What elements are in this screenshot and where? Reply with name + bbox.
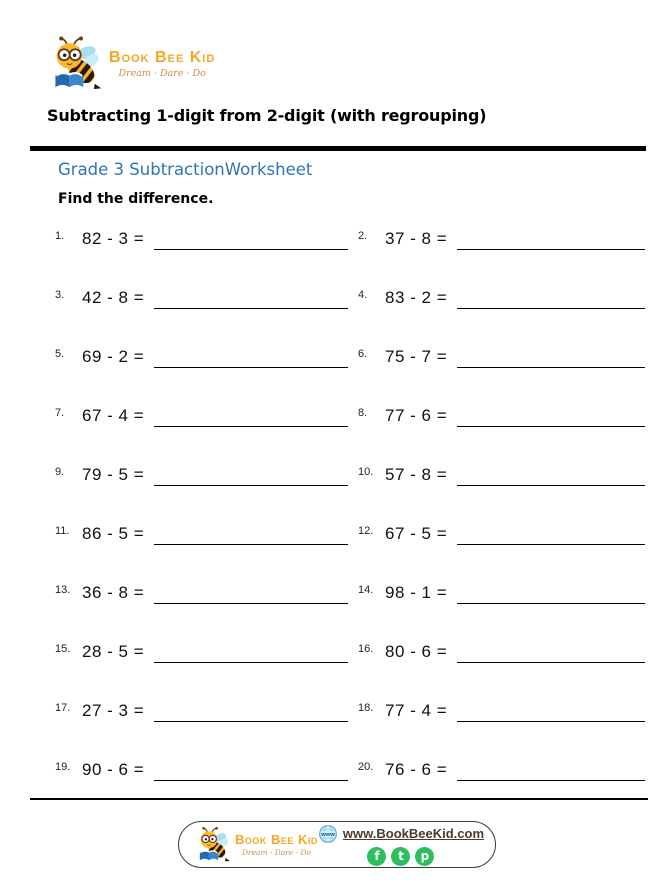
problem-expression: 42 - 8 =: [82, 288, 145, 307]
footer-divider: [30, 798, 648, 800]
globe-icon: [318, 824, 338, 844]
title-divider: [30, 146, 646, 151]
problem-expression: 79 - 5 =: [82, 465, 145, 484]
problem-expression: 67 - 5 =: [385, 524, 448, 543]
answer-line: [154, 347, 348, 368]
problem-row: [55, 465, 348, 524]
brand-tagline: Dream · Dare · Do: [118, 68, 206, 79]
problem-number: 15.: [55, 643, 71, 655]
problem-row: [358, 347, 645, 406]
problem-expression: 83 - 2 =: [385, 288, 448, 307]
answer-line: [154, 701, 348, 722]
problem-expression: 82 - 3 =: [82, 229, 145, 248]
svg-text:www: www: [321, 831, 335, 838]
problem-row: [55, 760, 348, 819]
brand-name: Book Bee Kid: [109, 49, 216, 66]
problem-number: 18.: [358, 702, 374, 714]
problem-expression: 77 - 4 =: [385, 701, 448, 720]
problem-number: 13.: [55, 584, 71, 596]
problem-row: [358, 229, 645, 288]
problems-grid: [55, 229, 645, 819]
twitter-icon[interactable]: t: [391, 847, 410, 866]
problem-number: 11.: [55, 525, 70, 537]
problem-row: [55, 524, 348, 583]
answer-line: [457, 524, 645, 545]
answer-line: [154, 642, 348, 663]
brand-text: [109, 49, 215, 79]
problem-number: 5.: [55, 348, 65, 360]
problem-row: [55, 642, 348, 701]
problem-row: [358, 760, 645, 819]
answer-line: [457, 347, 645, 368]
answer-line: [154, 524, 348, 545]
problem-expression: 57 - 8 =: [385, 465, 448, 484]
answer-line: [154, 760, 348, 781]
answer-line: [457, 288, 645, 309]
footer-brand-text: [235, 832, 318, 857]
problem-number: 8.: [358, 407, 368, 419]
answer-line: [154, 583, 348, 604]
problem-row: [55, 288, 348, 347]
website-link[interactable]: www.BookBeeKid.com: [342, 826, 485, 841]
problem-number: 12.: [358, 525, 374, 537]
problem-number: 14.: [358, 584, 374, 596]
problem-expression: 69 - 2 =: [82, 347, 145, 366]
bee-mascot-icon: [45, 34, 103, 94]
page-title: Subtracting 1-digit from 2-digit (with regrouping): [47, 106, 487, 125]
problem-number: 9.: [55, 466, 65, 478]
answer-line: [457, 465, 645, 486]
problem-row: [358, 701, 645, 760]
answer-line: [457, 583, 645, 604]
answer-line: [154, 229, 348, 250]
problem-row: [358, 406, 645, 465]
problem-number: 7.: [55, 407, 65, 419]
footer-links: [318, 824, 484, 866]
problem-expression: 77 - 6 =: [385, 406, 448, 425]
problem-row: [358, 524, 645, 583]
problem-row: [358, 465, 645, 524]
answer-line: [457, 642, 645, 663]
problem-expression: 67 - 4 =: [82, 406, 145, 425]
problem-number: 19.: [55, 761, 71, 773]
problem-expression: 75 - 7 =: [385, 347, 448, 366]
problem-expression: 76 - 6 =: [385, 760, 448, 779]
worksheet-subtitle: Grade 3 SubtractionWorksheet: [58, 160, 313, 179]
answer-line: [457, 229, 645, 250]
problem-expression: 27 - 3 =: [82, 701, 145, 720]
problem-number: 4.: [358, 289, 368, 301]
brand-tagline: Dream · Dare · Do: [241, 848, 311, 857]
footer-banner: [178, 821, 496, 868]
problem-expression: 36 - 8 =: [82, 583, 145, 602]
problem-row: [358, 288, 645, 347]
bee-mascot-icon: [193, 825, 231, 865]
pinterest-icon[interactable]: p: [415, 847, 434, 866]
facebook-icon[interactable]: f: [367, 847, 386, 866]
worksheet-instruction: Find the difference.: [58, 191, 214, 207]
brand-name: Book Bee Kid: [235, 832, 318, 847]
problem-number: 2.: [358, 230, 368, 242]
problem-expression: 86 - 5 =: [82, 524, 145, 543]
header-logo: [45, 34, 215, 94]
answer-line: [457, 760, 645, 781]
problem-expression: 90 - 6 =: [82, 760, 145, 779]
problem-number: 6.: [358, 348, 368, 360]
problem-row: [55, 701, 348, 760]
problem-number: 17.: [55, 702, 71, 714]
answer-line: [154, 288, 348, 309]
problem-expression: 98 - 1 =: [385, 583, 448, 602]
problem-row: [55, 406, 348, 465]
problem-expression: 28 - 5 =: [82, 642, 145, 661]
problem-expression: 80 - 6 =: [385, 642, 448, 661]
answer-line: [154, 465, 348, 486]
problem-number: 10.: [358, 466, 374, 478]
answer-line: [154, 406, 348, 427]
problem-number: 3.: [55, 289, 65, 301]
answer-line: [457, 701, 645, 722]
problem-row: [55, 583, 348, 642]
problem-row: [358, 583, 645, 642]
problem-expression: 37 - 8 =: [385, 229, 448, 248]
answer-line: [457, 406, 645, 427]
problem-number: 1.: [55, 230, 65, 242]
social-icons: [367, 847, 434, 866]
problem-number: 20.: [358, 761, 374, 773]
problem-row: [55, 347, 348, 406]
problem-row: [358, 642, 645, 701]
problem-number: 16.: [358, 643, 374, 655]
problem-row: [55, 229, 348, 288]
